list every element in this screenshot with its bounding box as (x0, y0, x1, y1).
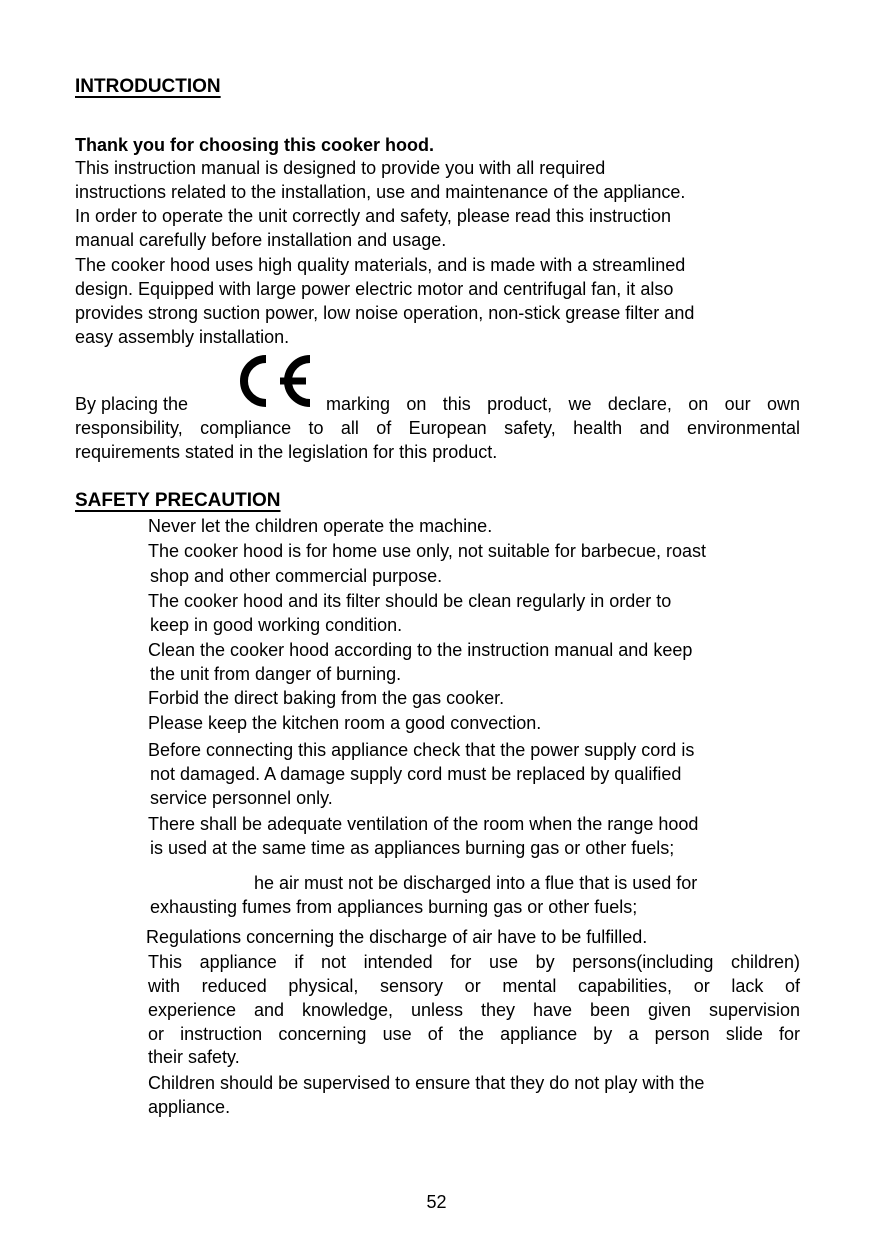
safety-item: Before connecting this appliance check that the power supply cord is (148, 740, 695, 760)
intro-line: design. Equipped with large power electric motor and centrifugal fan, it also (75, 279, 674, 299)
safety-item: Clean the cooker hood according to the instruction manual and keep (148, 640, 693, 660)
ce-line: requirements stated in the legislation for this product. (75, 442, 498, 462)
safety-para-line: This appliance if not intended for use by persons(including children) (148, 952, 800, 972)
safety-para-line: experience and knowledge, unless they have been given supervision (148, 1000, 800, 1020)
ce-text-before: By placing the (75, 394, 189, 414)
safety-item-cont: not damaged. A damage supply cord must be replaced by qualified (150, 764, 682, 784)
safety-item-cont: appliance. (148, 1097, 231, 1117)
intro-line: The cooker hood uses high quality materials, and is made with a streamlined (75, 255, 686, 275)
intro-thanks: Thank you for choosing this cooker hood. (75, 135, 435, 155)
safety-item: The cooker hood is for home use only, not suitable for barbecue, roast (148, 541, 706, 561)
safety-item-cont: is used at the same time as appliances burning gas or other fuels; (150, 838, 675, 858)
safety-item-cont: shop and other commercial purpose. (150, 566, 443, 586)
safety-item: Never let the children operate the machine. (148, 516, 493, 536)
safety-item: Children should be supervised to ensure that they do not play with the (148, 1073, 705, 1093)
safety-item: There shall be adequate ventilation of the room when the range hood (148, 814, 699, 834)
intro-line: manual carefully before installation and usage. (75, 230, 447, 250)
safety-item: Regulations concerning the discharge of air have to be fulfilled. (146, 927, 648, 947)
intro-line: This instruction manual is designed to provide you with all required (75, 158, 606, 178)
safety-item-cont: the unit from danger of burning. (150, 664, 402, 684)
safety-item-cont: service personnel only. (150, 788, 333, 808)
safety-heading: SAFETY PRECAUTION (75, 490, 281, 511)
page-number: 52 (426, 1192, 447, 1212)
safety-para-line: or instruction concerning use of the appliance by a person slide for (148, 1024, 800, 1044)
safety-item: he air must not be discharged into a flue that is used for (254, 873, 698, 893)
safety-para-line: their safety. (148, 1047, 240, 1067)
safety-item-cont: exhausting fumes from appliances burning gas or other fuels; (150, 897, 638, 917)
safety-item: Please keep the kitchen room a good convection. (148, 713, 542, 733)
ce-mark-icon (228, 354, 316, 408)
intro-line: provides strong suction power, low noise operation, non-stick grease filter and (75, 303, 695, 323)
intro-line: easy assembly installation. (75, 327, 290, 347)
intro-line: instructions related to the installation, use and maintenance of the appliance. (75, 182, 686, 202)
safety-item: The cooker hood and its filter should be clean regularly in order to (148, 591, 672, 611)
ce-text-after: marking on this product, we declare, on our own (326, 394, 800, 414)
intro-heading: INTRODUCTION (75, 76, 221, 97)
safety-item: Forbid the direct baking from the gas cooker. (148, 688, 505, 708)
safety-item-cont: keep in good working condition. (150, 615, 403, 635)
ce-line: responsibility, compliance to all of European safety, health and environmental (75, 418, 800, 438)
safety-para-line: with reduced physical, sensory or mental capabilities, or lack of (148, 976, 800, 996)
intro-line: In order to operate the unit correctly and safety, please read this instruction (75, 206, 671, 226)
